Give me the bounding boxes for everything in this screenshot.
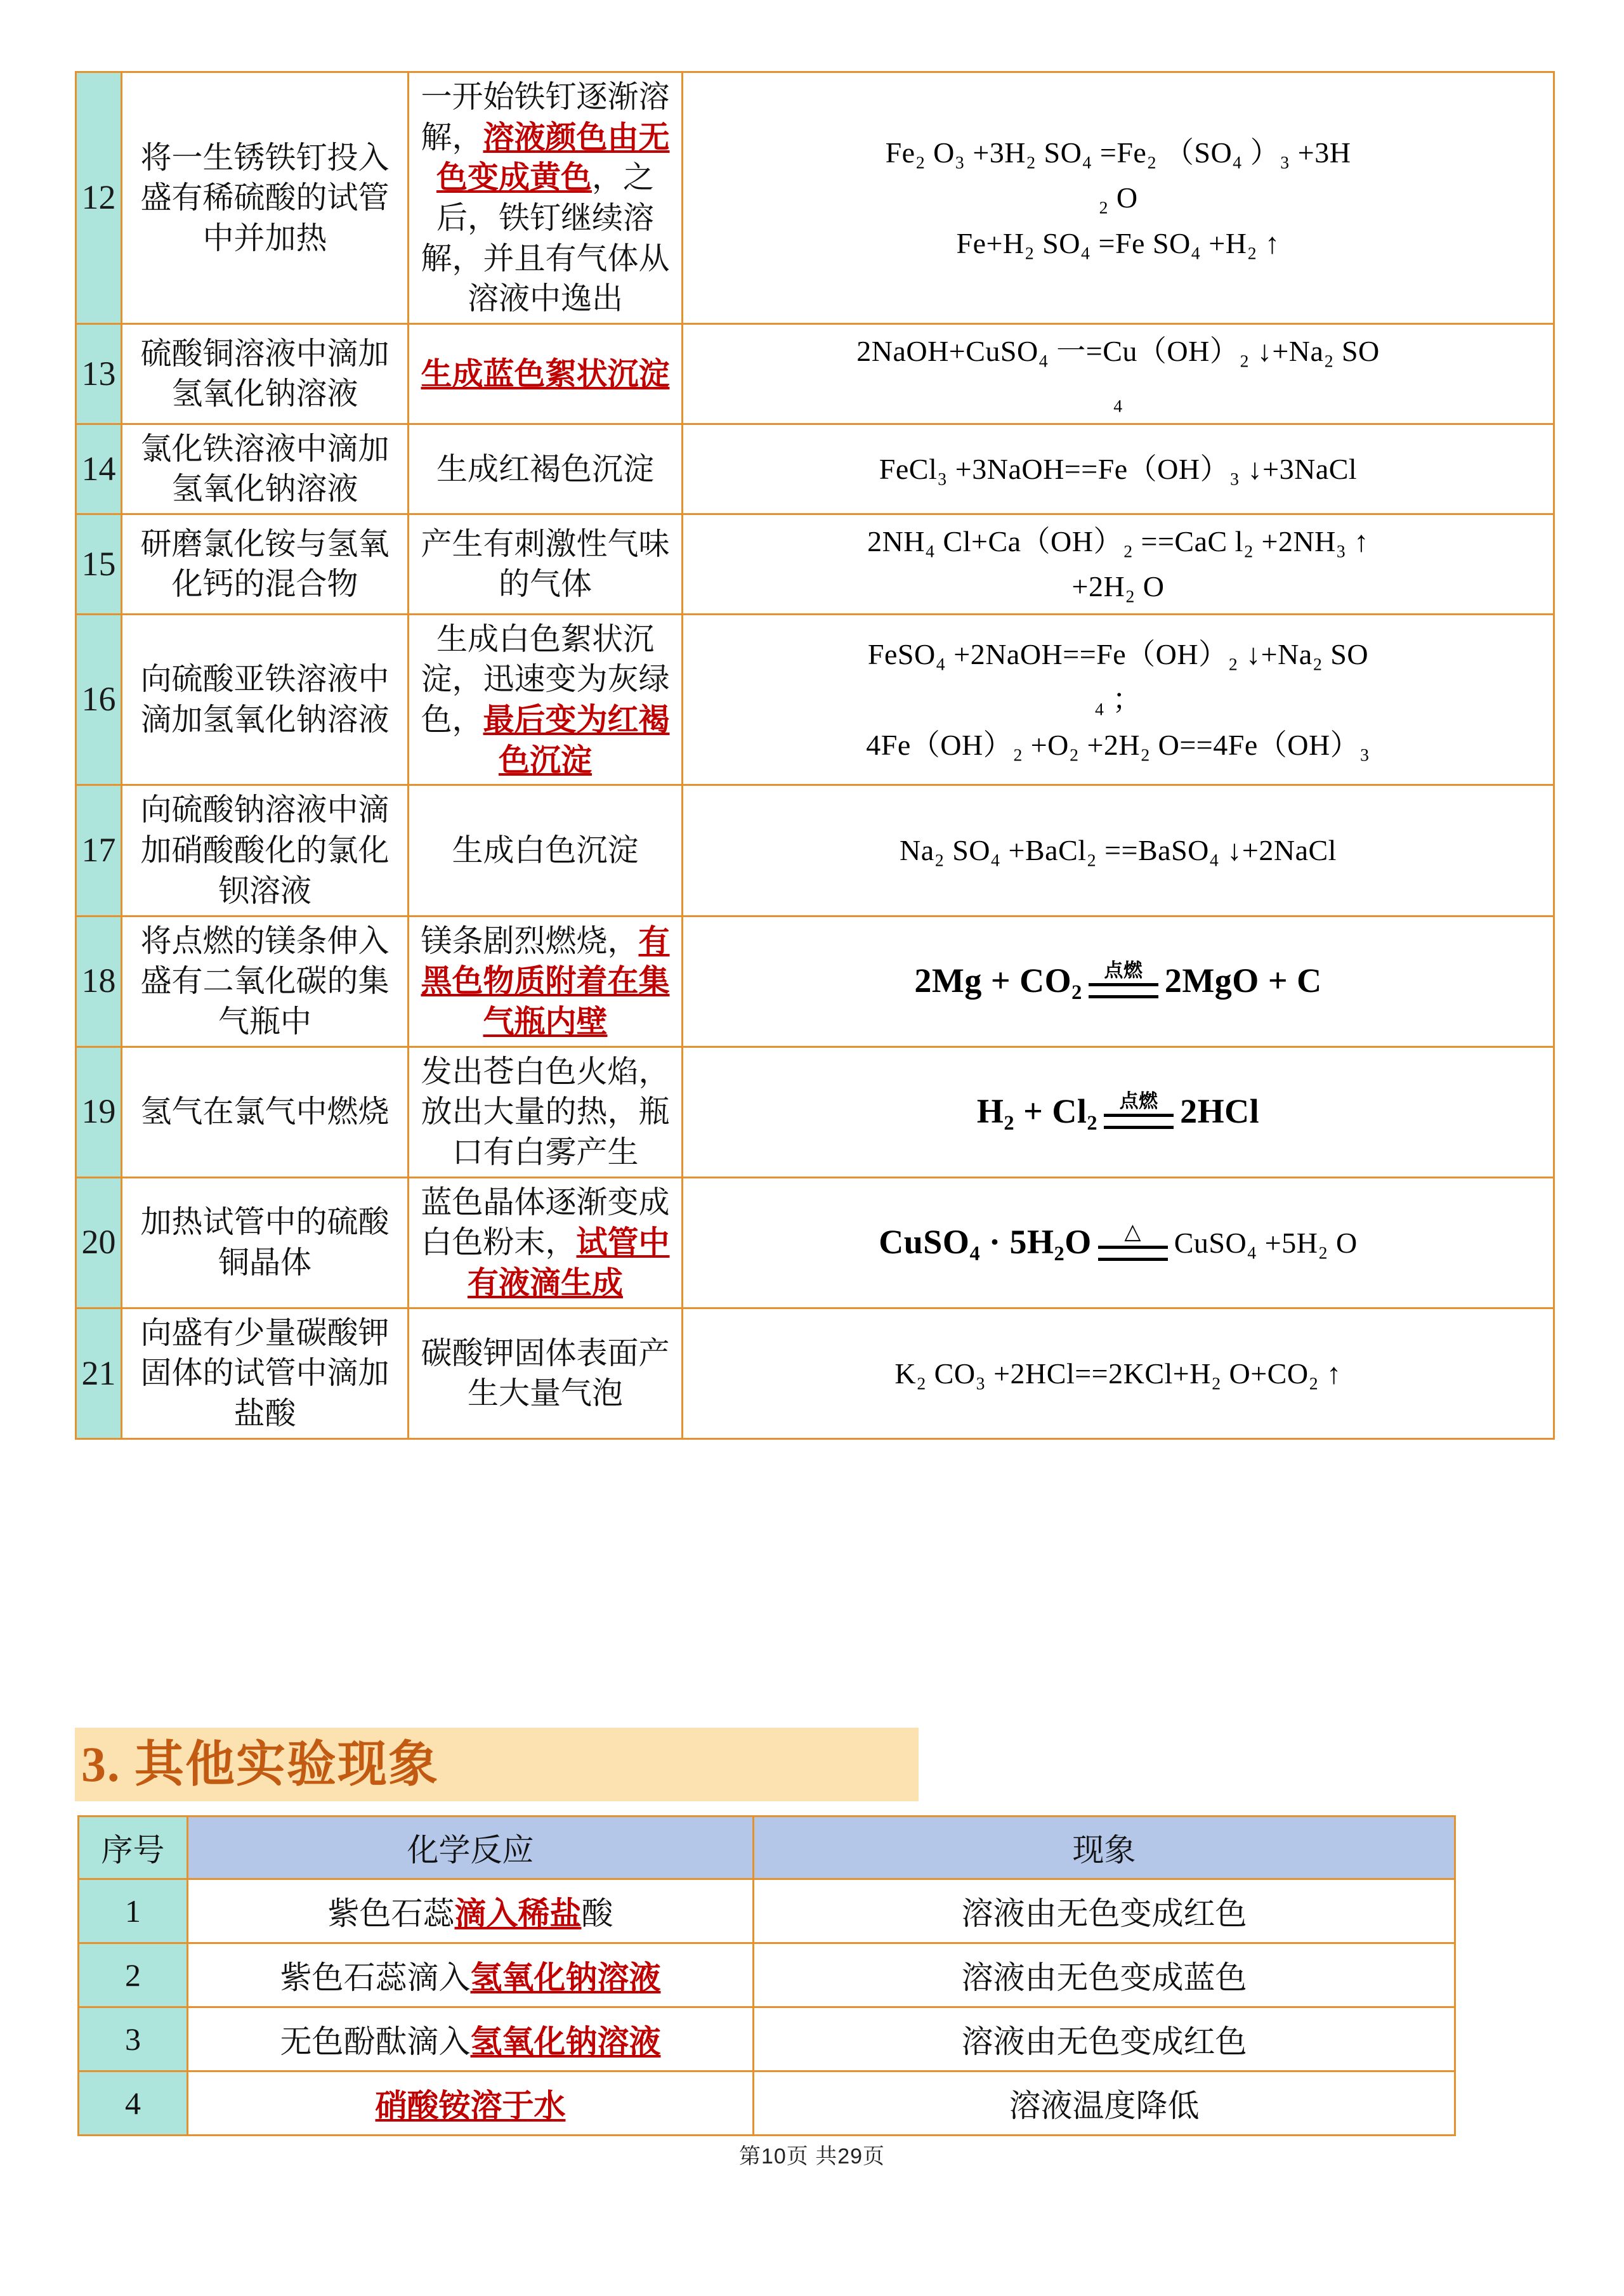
phenomenon-pre: 镁条剧烈燃烧， bbox=[421, 923, 639, 958]
equation-right: 2MgO + C bbox=[1164, 962, 1322, 1000]
reaction-condition bbox=[1089, 962, 1158, 998]
row-phenomenon: 生成红褐色沉淀 bbox=[409, 424, 683, 514]
row-experiment: 氢气在氯气中燃烧 bbox=[122, 1047, 409, 1177]
section-heading-label: 3. 其他实验现象 bbox=[81, 1737, 440, 1792]
equation-line: FeSO₄ +2NaOH==Fe（OH）₂ ↓+Na₂ SO bbox=[867, 638, 1369, 671]
equation-line: ₄ ； bbox=[1094, 683, 1143, 716]
equation-line: 4Fe（OH）₂ +O₂ +2H₂ O==4Fe（OH）₃ bbox=[866, 728, 1370, 761]
reaction-condition bbox=[1098, 1222, 1168, 1261]
table-header-row bbox=[79, 1817, 1455, 1879]
phenomenon-highlight: 有黑色物质附着在集气瓶内壁 bbox=[421, 923, 670, 1039]
heat-triangle-icon: △ bbox=[1124, 1220, 1142, 1244]
row-index: 14 bbox=[76, 424, 122, 514]
phenomenon-pre: 一开始铁钉逐渐溶解， bbox=[421, 79, 670, 155]
row-equation bbox=[683, 1047, 1554, 1177]
table-row bbox=[76, 916, 1554, 1047]
row-index: 2 bbox=[79, 1943, 188, 2007]
table-row bbox=[76, 424, 1554, 514]
row-phenomenon bbox=[409, 72, 683, 324]
row-index: 1 bbox=[79, 1879, 188, 1943]
reaction-highlight: 氢氧化钠溶液 bbox=[470, 1960, 661, 1995]
table-row bbox=[76, 72, 1554, 324]
table-row bbox=[76, 614, 1554, 785]
row-experiment: 硫酸铜溶液中滴加氢氧化钠溶液 bbox=[122, 324, 409, 424]
reaction-pre: 紫色石蕊 bbox=[327, 1896, 455, 1931]
row-experiment: 将一生锈铁钉投入盛有稀硫酸的试管中并加热 bbox=[122, 72, 409, 324]
equation-line: Fe₂ O₃ +3H₂ SO₄ =Fe₂ （SO₄ ）₃ +3H bbox=[885, 136, 1351, 169]
row-phenomenon: 溶液温度降低 bbox=[754, 2071, 1455, 2136]
row-equation bbox=[683, 1177, 1554, 1308]
table-row bbox=[79, 1879, 1455, 1943]
equation-with-condition bbox=[977, 1085, 1259, 1138]
reaction-pre: 无色酚酞滴入 bbox=[280, 2024, 471, 2059]
row-equation bbox=[683, 614, 1554, 785]
table-row bbox=[79, 1943, 1455, 2007]
page-footer: 第10页 共29页 bbox=[738, 2144, 886, 2169]
phenomenon-pre: 生成白色絮状沉淀，迅速变为灰绿色， bbox=[421, 621, 670, 738]
phenomenon-post: ，之后，铁钉继续溶解，并且有气体从溶液中逸出 bbox=[421, 160, 670, 316]
row-index: 3 bbox=[79, 2007, 188, 2071]
row-phenomenon bbox=[409, 614, 683, 785]
row-index: 20 bbox=[76, 1177, 122, 1308]
equation-line: Na₂ SO₄ +BaCl₂ ==BaSO₄ ↓+2NaCl bbox=[900, 834, 1337, 867]
row-index: 18 bbox=[76, 916, 122, 1047]
reaction-highlight: 滴入稀盐 bbox=[454, 1896, 582, 1931]
row-reaction bbox=[188, 2071, 754, 2136]
row-equation bbox=[683, 785, 1554, 916]
double-line-arrow-icon bbox=[1104, 1114, 1174, 1129]
equation-right: CuSO₄ +5H₂ O bbox=[1174, 1226, 1358, 1259]
table-row bbox=[79, 2071, 1455, 2136]
row-phenomenon: 发出苍白色火焰，放出大量的热，瓶口有白雾产生 bbox=[409, 1047, 683, 1177]
column-header-phenomenon: 现象 bbox=[754, 1817, 1455, 1879]
row-phenomenon: 生成白色沉淀 bbox=[409, 785, 683, 916]
table-row bbox=[76, 514, 1554, 615]
row-reaction bbox=[188, 1879, 754, 1943]
equation-left: 2Mg + CO₂ bbox=[914, 962, 1082, 1000]
row-phenomenon: 碳酸钾固体表面产生大量气泡 bbox=[409, 1308, 683, 1438]
row-equation bbox=[683, 1308, 1554, 1438]
row-experiment: 将点燃的镁条伸入盛有二氧化碳的集气瓶中 bbox=[122, 916, 409, 1047]
equation-right: 2HCl bbox=[1180, 1092, 1260, 1131]
double-line-arrow-icon bbox=[1089, 983, 1158, 998]
table-row bbox=[76, 1308, 1554, 1438]
equation-left: CuSO₄ · 5H₂O bbox=[879, 1223, 1092, 1262]
row-index: 13 bbox=[76, 324, 122, 424]
phenomenon-highlight: 最后变为红褐色沉淀 bbox=[483, 702, 670, 778]
row-phenomenon: 溶液由无色变成红色 bbox=[754, 2007, 1455, 2071]
row-reaction bbox=[188, 2007, 754, 2071]
phenomenon-pre: 蓝色晶体逐渐变成白色粉末， bbox=[421, 1184, 670, 1260]
reaction-highlight: 氢氧化钠溶液 bbox=[470, 2024, 661, 2059]
row-equation bbox=[683, 916, 1554, 1047]
row-equation bbox=[683, 514, 1554, 615]
equation-line: +2H₂ O bbox=[1071, 570, 1165, 603]
row-equation bbox=[683, 324, 1554, 424]
phenomenon-highlight: 试管中有液滴生成 bbox=[467, 1225, 670, 1300]
row-experiment: 研磨氯化铵与氢氧化钙的混合物 bbox=[122, 514, 409, 615]
table-row bbox=[79, 2007, 1455, 2071]
reaction-condition bbox=[1104, 1092, 1174, 1129]
row-equation bbox=[683, 424, 1554, 514]
reaction-pre: 紫色石蕊滴入 bbox=[280, 1960, 471, 1995]
reaction-post: 酸 bbox=[581, 1896, 613, 1931]
equation-with-condition bbox=[879, 1216, 1357, 1269]
row-index: 17 bbox=[76, 785, 122, 916]
table-row bbox=[76, 785, 1554, 916]
table-row bbox=[76, 1177, 1554, 1308]
row-index: 21 bbox=[76, 1308, 122, 1438]
equation-line: ₄ bbox=[1113, 380, 1123, 413]
row-index: 16 bbox=[76, 614, 122, 785]
section-heading bbox=[75, 1728, 919, 1801]
row-index: 4 bbox=[79, 2071, 188, 2136]
row-equation bbox=[683, 72, 1554, 324]
equation-left: H₂ + Cl₂ bbox=[976, 1092, 1098, 1131]
row-index: 19 bbox=[76, 1047, 122, 1177]
equation-line: Fe+H₂ SO₄ =Fe SO₄ +H₂ ↑ bbox=[956, 226, 1280, 259]
other-phenomena-table bbox=[77, 1815, 1456, 2136]
equation-line: 2NaOH+CuSO₄ 一=Cu（OH）₂ ↓+Na₂ SO bbox=[856, 335, 1380, 368]
condition-label: 点燃 bbox=[1119, 1091, 1158, 1112]
row-phenomenon: 溶液由无色变成红色 bbox=[754, 1879, 1455, 1943]
row-experiment: 氯化铁溶液中滴加氢氧化钠溶液 bbox=[122, 424, 409, 514]
row-phenomenon bbox=[409, 916, 683, 1047]
condition-label: 点燃 bbox=[1104, 960, 1143, 982]
row-phenomenon bbox=[409, 324, 683, 424]
equation-line: 2NH₄ Cl+Ca（OH）₂ ==CaC l₂ +2NH₃ ↑ bbox=[867, 525, 1369, 558]
equation-with-condition bbox=[914, 955, 1321, 1008]
equation-line: K₂ CO₃ +2HCl==2KCl+H₂ O+CO₂ ↑ bbox=[894, 1357, 1342, 1390]
double-line-arrow-icon bbox=[1098, 1246, 1168, 1261]
equation-line: ₂ O bbox=[1098, 181, 1138, 214]
row-index: 15 bbox=[76, 514, 122, 615]
row-phenomenon: 溶液由无色变成蓝色 bbox=[754, 1943, 1455, 2007]
table-row bbox=[76, 324, 1554, 424]
row-experiment: 向硫酸亚铁溶液中滴加氢氧化钠溶液 bbox=[122, 614, 409, 785]
phenomenon-highlight: 生成蓝色絮状沉淀 bbox=[421, 356, 670, 391]
row-experiment: 向硫酸钠溶液中滴加硝酸酸化的氯化钡溶液 bbox=[122, 785, 409, 916]
column-header-index: 序号 bbox=[79, 1817, 188, 1879]
table-row bbox=[76, 1047, 1554, 1177]
row-experiment: 向盛有少量碳酸钾固体的试管中滴加盐酸 bbox=[122, 1308, 409, 1438]
row-phenomenon bbox=[409, 1177, 683, 1308]
phenomenon-highlight: 溶液颜色由无色变成黄色 bbox=[436, 119, 670, 195]
row-experiment: 加热试管中的硫酸铜晶体 bbox=[122, 1177, 409, 1308]
reaction-highlight: 硝酸铵溶于水 bbox=[375, 2088, 566, 2123]
row-reaction bbox=[188, 1943, 754, 2007]
row-index: 12 bbox=[76, 72, 122, 324]
row-phenomenon: 产生有刺激性气味的气体 bbox=[409, 514, 683, 615]
equation-line: FeCl₃ +3NaOH==Fe（OH）₃ ↓+3NaCl bbox=[879, 452, 1358, 485]
experiment-phenomena-table bbox=[75, 71, 1555, 1440]
column-header-reaction: 化学反应 bbox=[188, 1817, 754, 1879]
